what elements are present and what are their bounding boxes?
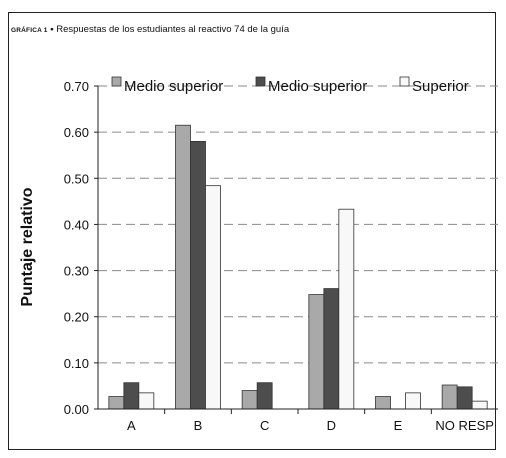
y-tick-label: 0.20 (63, 309, 89, 325)
bar-no-resp-series-1 (442, 385, 457, 409)
bar-e-series-1 (376, 397, 391, 409)
bar-b-series-2 (191, 141, 206, 409)
bar-b-series-1 (176, 125, 191, 409)
legend-swatch (112, 77, 121, 86)
bar-a-series-3 (139, 393, 154, 409)
y-tick-label: 0.70 (63, 79, 89, 94)
y-tick-label: 0.40 (63, 217, 89, 233)
bar-no-resp-series-3 (472, 401, 487, 409)
legend-swatch (400, 77, 409, 86)
y-tick-label: 0.30 (63, 263, 89, 279)
x-ticks (127, 409, 494, 433)
grid-lines (98, 86, 498, 363)
bar-c-series-2 (257, 383, 272, 409)
y-tick-label: 0.60 (63, 125, 89, 141)
y-tick-label: 0.00 (63, 402, 89, 417)
bar-a-series-1 (109, 397, 124, 409)
legend-label: Medio superior (124, 78, 224, 95)
y-tick-label: 0.10 (63, 355, 89, 371)
bar-d-series-3 (339, 209, 354, 409)
bar-d-series-2 (324, 289, 339, 409)
caption-separator: • (50, 24, 54, 35)
x-tick-label: NO RESP (435, 418, 494, 433)
x-tick-label: C (259, 418, 270, 433)
bar-e-series-3 (406, 393, 421, 409)
bar-b-series-3 (206, 186, 221, 409)
legend-label: Medio superior (268, 78, 368, 95)
bars (109, 125, 487, 409)
x-tick-label: E (393, 418, 403, 433)
y-tick-label: 0.50 (63, 171, 89, 187)
x-tick-label: A (126, 418, 136, 433)
figure-title: Respuestas de los estudiantes al reactivo 74 de la guía (56, 24, 290, 35)
legend-swatch (256, 77, 265, 86)
bar-c-series-1 (242, 391, 257, 409)
bar-no-resp-series-2 (457, 387, 472, 409)
legend (112, 77, 469, 95)
y-axis-label: Puntaje relativo (19, 187, 36, 307)
legend-label: Superior (412, 78, 469, 95)
bar-d-series-1 (309, 295, 324, 409)
figure-number: GRÁFICA 1 (11, 27, 48, 34)
x-tick-label: B (193, 418, 203, 433)
y-ticks (64, 79, 98, 417)
x-tick-label: D (326, 418, 337, 433)
bar-a-series-2 (124, 383, 139, 409)
